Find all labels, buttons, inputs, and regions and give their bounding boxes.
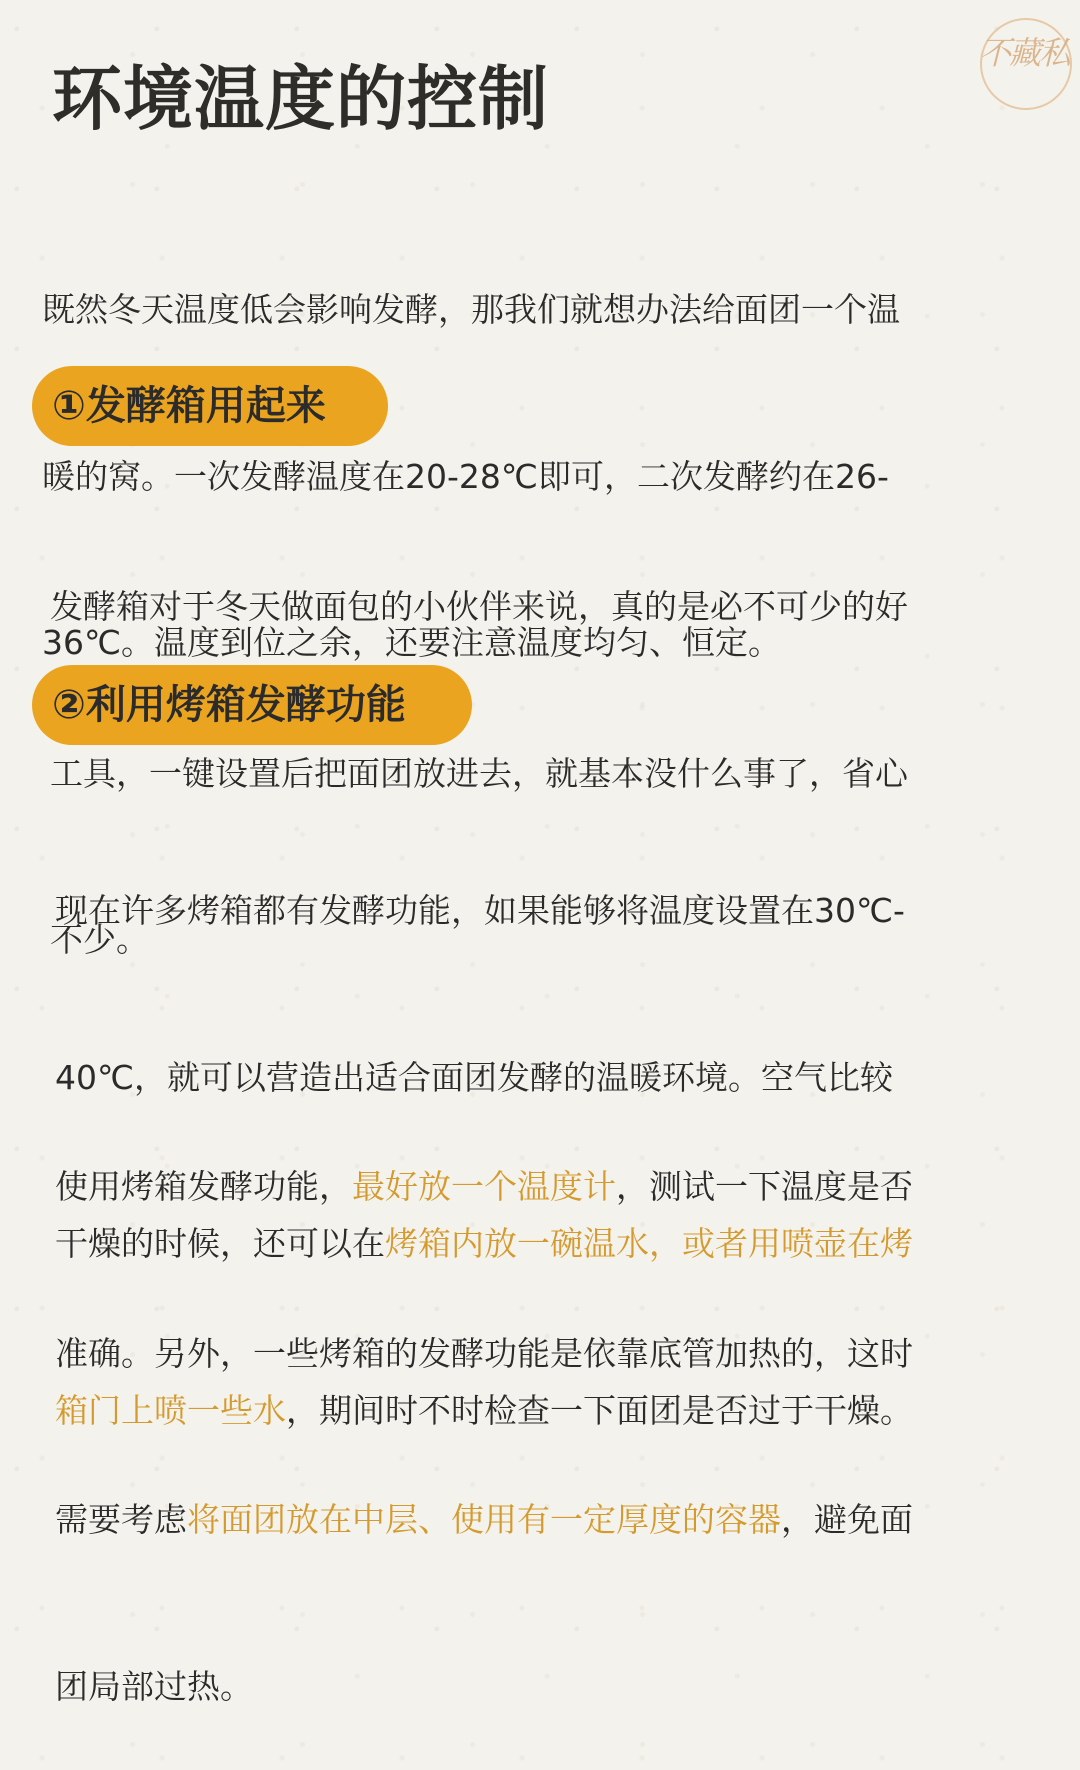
plain-text: 干燥的时候，还可以在 xyxy=(55,1224,385,1263)
plain-text: 使用烤箱发酵功能， xyxy=(55,1167,352,1206)
highlighted-text: 烤箱内放一碗温水，或者用喷壶在烤 xyxy=(385,1224,913,1263)
intro-line: 暖的窝。一次发酵温度在20-28℃即可，二次发酵约在26- xyxy=(42,456,889,496)
plain-text: ，避免面 xyxy=(781,1500,913,1539)
highlighted-text: 最好放一个温度计 xyxy=(352,1167,616,1206)
section2-p2-line: 准确。另外，一些烤箱的发酵功能是依靠底管加热的，这时 xyxy=(55,1333,913,1373)
intro-line: 36℃。温度到位之余，还要注意温度均匀、恒定。 xyxy=(42,623,782,662)
section2-p2-line xyxy=(55,1159,1040,1215)
plain-text: ，测试一下温度是否 xyxy=(616,1167,913,1206)
page-title: 环境温度的控制 xyxy=(52,58,549,140)
section2-p2-line xyxy=(55,1492,1040,1548)
brand-logo-text: 不藏私 xyxy=(978,34,1069,72)
plain-text: 需要考虑 xyxy=(55,1500,187,1539)
intro-line: 既然冬天温度低会影响发酵，那我们就想办法给面团一个温 xyxy=(42,290,900,329)
section2-heading-pill: ②利用烤箱发酵功能 xyxy=(32,665,472,745)
highlighted-text: 将面团放在中层、使用有一定厚度的容器 xyxy=(187,1500,781,1539)
section2-p1-line: 40℃，就可以营造出适合面团发酵的温暖环境。空气比较 xyxy=(55,1057,894,1097)
section2-p1-line: 现在许多烤箱都有发酵功能，如果能够将温度设置在30℃- xyxy=(55,891,905,930)
section1-line: 不少。 xyxy=(50,920,149,959)
plain-text: ，期间时不时检查一下面团是否过于干燥。 xyxy=(286,1390,913,1430)
section2-paragraph-2 xyxy=(55,1048,1040,1770)
section1-heading-pill: ①发酵箱用起来 xyxy=(32,366,388,446)
section1-line: 工具，一键设置后把面团放进去，就基本没什么事了，省心 xyxy=(50,753,908,793)
section1-line: 发酵箱对于冬天做面包的小伙伴来说，真的是必不可少的好 xyxy=(50,587,908,626)
highlighted-text: 箱门上喷一些水 xyxy=(55,1390,286,1430)
section2-p2-line: 团局部过热。 xyxy=(55,1666,253,1706)
